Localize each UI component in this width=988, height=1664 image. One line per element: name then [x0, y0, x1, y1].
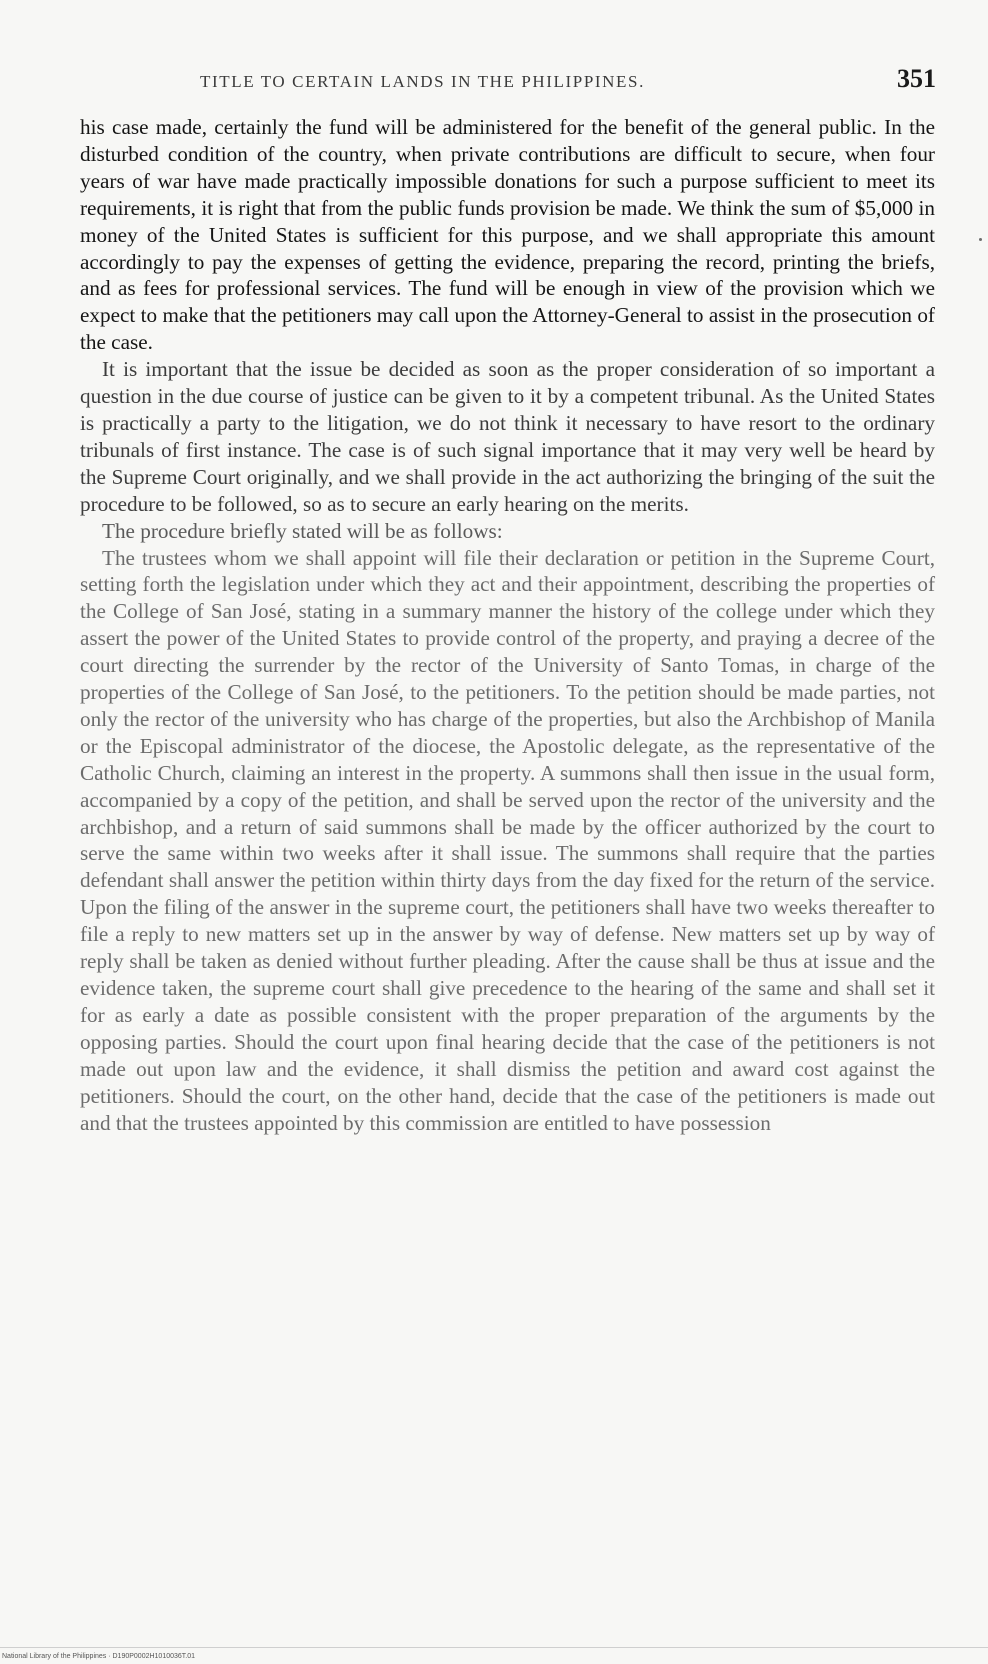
running-head [80, 62, 940, 102]
scan-speck [979, 238, 982, 241]
footer-divider [0, 1647, 988, 1648]
paragraph: It is important that the issue be decided as soon as the proper consideration of so important a question in the due course of justice can be given to it by a competent tribunal. As the United States is practically a party to the litigation, we do not think it necessary to have resort to the ordinary tribunals of first instance. The case is of such signal importance that it may very well be heard by the Supreme Court originally, and we shall provide in the act authorizing the bringing of the suit the procedure to be followed, so as to secure an early hearing on the merits. [80, 357, 935, 516]
running-title: TITLE TO CERTAIN LANDS IN THE PHILIPPINES. [200, 72, 645, 91]
page-number: 351 [897, 64, 936, 93]
body-text [80, 114, 935, 1136]
paragraph: The trustees whom we shall appoint will file their declaration or petition in the Supreme Court, setting forth the legislation under which they act and their appointment, describing the properties of the College of San José, stating in a summary manner the history of the college under which they assert the power of the United States to provide control of the property, and praying a decree of the court directing the surrender by the rector of the University of Santo Tomas, in charge of the properties of the College of San José, to the petitioners. To the petition should be made parties, not only the rector of the university who has charge of the properties, but also the Archbishop of Manila or the Episcopal administrator of the diocese, the Apostolic delegate, as the representative of the Catholic Church, claiming an interest in the property. A summons shall then issue in the usual form, accompanied by a copy of the petition, and shall be served upon the rector of the university and the archbishop, and a return of said summons shall be made by the officer authorized by the court to serve the same within two weeks after it shall issue. The summons shall require that the parties defendant shall answer the petition within thirty days from the day fixed for the return of the service. Upon the filing of the answer in the supreme court, the petitioners shall have two weeks thereafter to file a reply to new matters set up in the answer by way of defense. New matters set up by way of reply shall be taken as denied without further pleading. After the cause shall be thus at issue and the evidence taken, the supreme court shall give precedence to the hearing of the same and shall set it for as early a date as possible consistent with the proper preparation of the arguments by the opposing parties. Should the court upon final hearing decide that the case of the petitioners is not made out upon law and the evidence, it shall dismiss the petition and award cost against the petitioners. Should the court, on the other hand, decide that the case of the petitioners is made out and that the trustees appointed by this commission are entitled to have possession [80, 545, 935, 1135]
paragraph: his case made, certainly the fund will be administered for the benefit of the general public. In the disturbed condition of the country, when private contributions are difficult to secure, when four years of war have made practically impossible donations for such a purpose sufficient to meet its requirements, it is right that from the public funds provision be made. We think the sum of $5,000 in money of the United States is sufficient for this purpose, and we shall appropriate this amount accordingly to pay the expenses of getting the evidence, preparing the record, printing the briefs, and as fees for professional services. The fund will be enough in view of the provision which we expect to make that the petitioners may call upon the Attorney-General to assist in the prosecution of the case. [80, 115, 935, 355]
paragraph: The procedure briefly stated will be as follows: [102, 518, 503, 543]
footer-credit: National Library of the Philippines · D190P0002H1010036T.01 [2, 1653, 196, 1660]
